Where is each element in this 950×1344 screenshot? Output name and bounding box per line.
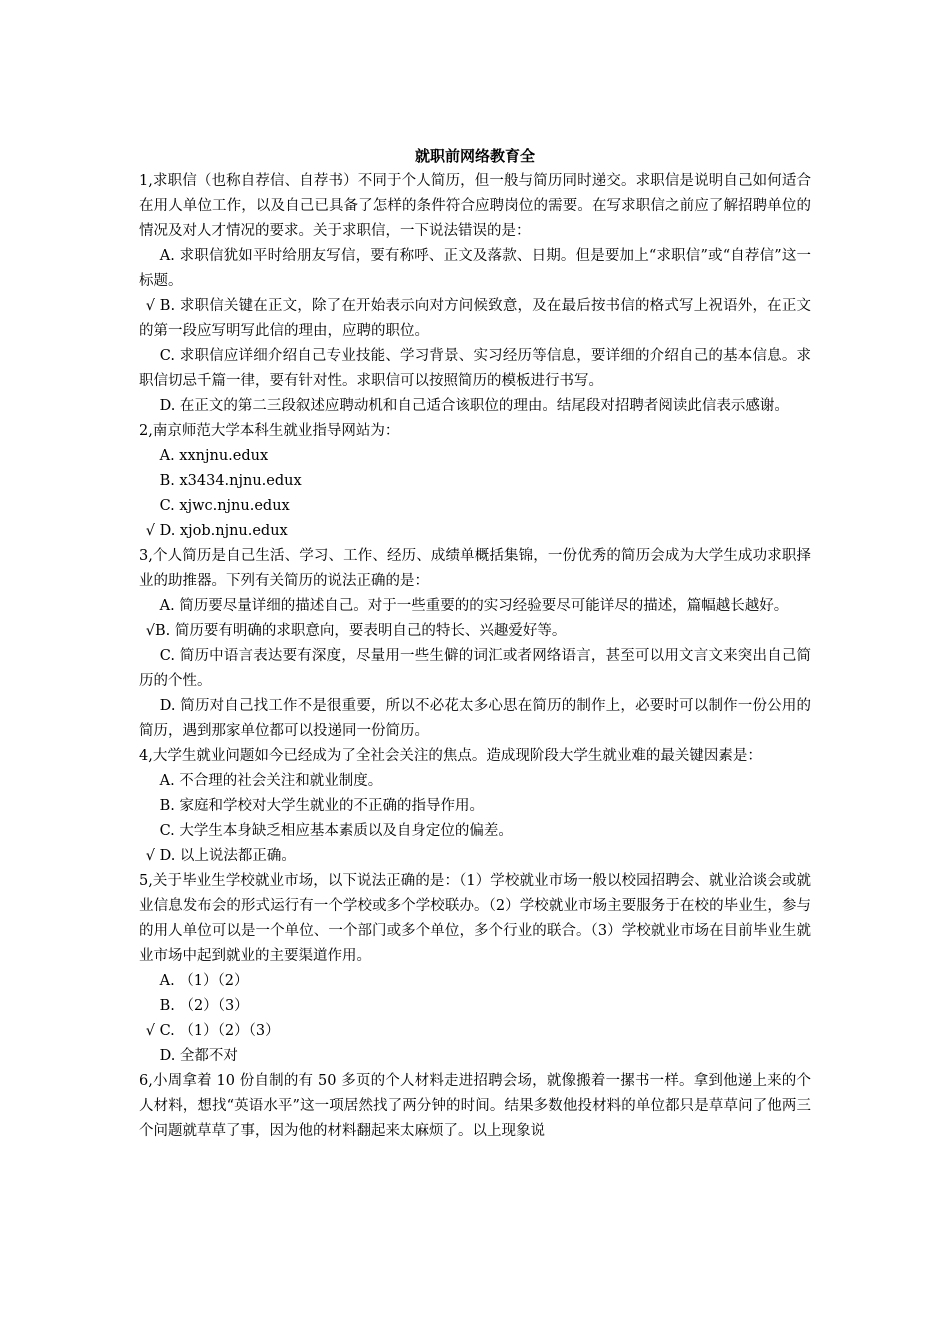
option-text: A. 求职信犹如平时给朋友写信，要有称呼、正文及落款、日期。但是要加上“求职信”或“自荐信”这一标题。: [139, 248, 812, 289]
option-text: B. 简历要有明确的求职意向，要表明自己的特长、兴趣爱好等。: [155, 623, 567, 639]
option-a: [139, 244, 811, 294]
question-1: [139, 169, 811, 419]
option-text: C. （1）（2）（3）: [159, 1023, 280, 1039]
option-a: [139, 969, 811, 994]
option-text: A. xxnjnu.edux: [159, 448, 269, 464]
check-mark-icon: √: [145, 523, 155, 539]
option-a: [139, 594, 811, 619]
option-b: [139, 994, 811, 1019]
question-stem: 3,个人简历是自己生活、学习、工作、经历、成绩单概括集锦，一份优秀的简历会成为大学生成功求职择业的助推器。下列有关简历的说法正确的是：: [139, 548, 811, 589]
question-2: [139, 419, 811, 544]
option-c: [139, 644, 811, 694]
option-text: D. xjob.njnu.edux: [159, 523, 288, 539]
option-c: [139, 494, 811, 519]
option-b: [139, 794, 811, 819]
option-text: A. （1）（2）: [159, 973, 249, 989]
question-6: [139, 1069, 811, 1144]
option-text: D. 以上说法都正确。: [159, 848, 296, 864]
option-text: B. 求职信关键在正文，除了在开始表示向对方问候致意，及在最后按书信的格式写上祝语外，在正文的第一段应写明写此信的理由，应聘的职位。: [139, 298, 812, 339]
check-mark-icon: √: [145, 1023, 155, 1039]
option-d: [139, 519, 811, 544]
option-text: D. 简历对自己找工作不是很重要，所以不必花太多心思在简历的制作上，必要时可以制作一份公用的简历，遇到那家单位都可以投递同一份简历。: [139, 698, 811, 739]
option-text: A. 不合理的社会关注和就业制度。: [159, 773, 383, 789]
option-text: C. 求职信应详细介绍自己专业技能、学习背景、实习经历等信息，要详细的介绍自己的基本信息。求职信切忌千篇一律，要有针对性。求职信可以按照简历的模板进行书写。: [139, 348, 811, 389]
document-title: 就职前网络教育全: [414, 147, 535, 165]
option-text: D. 在正文的第二三段叙述应聘动机和自己适合该职位的理由。结尾段对招聘者阅读此信表示感谢。: [159, 398, 789, 414]
option-text: C. xjwc.njnu.edux: [159, 498, 290, 514]
option-d: [139, 394, 811, 419]
question-stem: 5,关于毕业生学校就业市场，以下说法正确的是：（1）学校就业市场一般以校园招聘会、就业洽谈会或就业信息发布会的形式运行有一个学校或多个学校联办。（2）学校就业市场主要服务于在校的毕业生，参与的用人单位可以是一个单位、一个部门或多个单位，多个行业的联合。（3）学校就业市场在目前毕业生就业市场中起到就业的主要渠道作用。: [139, 873, 811, 964]
option-a: [139, 769, 811, 794]
question-stem: 2,南京师范大学本科生就业指导网站为：: [139, 423, 400, 439]
check-mark-icon: √: [145, 623, 155, 639]
check-mark-icon: √: [145, 848, 155, 864]
question-stem: 1,求职信（也称自荐信、自荐书）不同于个人简历，但一般与简历同时递交。求职信是说明自己如何适合在用人单位工作，以及自己已具备了怎样的条件符合应聘岗位的需要。在写求职信之前应了解招聘单位的情况及对人才情况的要求。关于求职信，一下说法错误的是：: [139, 173, 811, 239]
option-d: [139, 844, 811, 869]
option-text: B. （2）（3）: [159, 998, 249, 1014]
option-d: [139, 694, 811, 744]
question-5: [139, 869, 811, 1069]
question-stem: 4,大学生就业问题如今已经成为了全社会关注的焦点。造成现阶段大学生就业难的最关键因素是：: [139, 748, 762, 764]
document-page: [139, 145, 811, 1144]
option-b: [139, 294, 811, 344]
option-d: [139, 1044, 811, 1069]
question-3: [139, 544, 811, 744]
option-text: B. x3434.njnu.edux: [159, 473, 302, 489]
question-4: [139, 744, 811, 869]
option-text: B. 家庭和学校对大学生就业的不正确的指导作用。: [159, 798, 484, 814]
question-stem: 6,小周拿着 10 份自制的有 50 多页的个人材料走进招聘会场，就像搬着一摞书一样。拿到他递上来的个人材料，想找“英语水平”这一项居然找了两分钟的时间。结果多数他投材料的单位都只是草草问了他两三个问题就草草了事，因为他的材料翻起来太麻烦了。以上现象说: [139, 1073, 811, 1139]
option-text: C. 简历中语言表达要有深度，尽量用一些生僻的词汇或者网络语言，甚至可以用文言文来突出自己简历的个性。: [139, 648, 811, 689]
option-b: [139, 469, 811, 494]
option-b: [139, 619, 811, 644]
option-c: [139, 1019, 811, 1044]
option-text: D. 全都不对: [159, 1048, 238, 1064]
option-a: [139, 444, 811, 469]
option-c: [139, 819, 811, 844]
option-text: C. 大学生本身缺乏相应基本素质以及自身定位的偏差。: [159, 823, 513, 839]
option-text: A. 简历要尽量详细的描述自己。对于一些重要的的实习经验要尽可能详尽的描述，篇幅越长越好。: [159, 598, 789, 614]
check-mark-icon: √: [145, 298, 155, 314]
option-c: [139, 344, 811, 394]
